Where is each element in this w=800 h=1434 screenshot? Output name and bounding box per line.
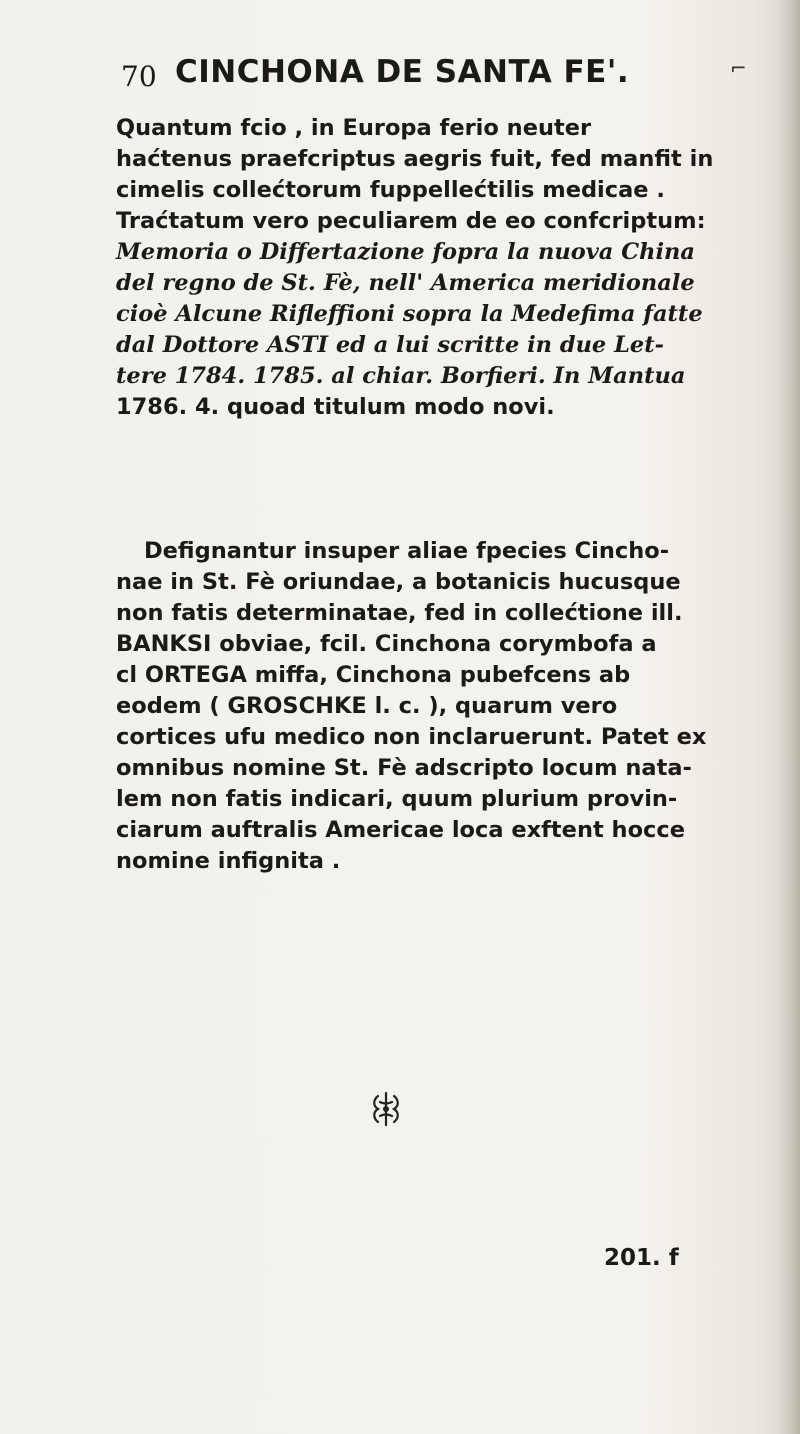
p2-line: cortices ufu medico non inclaruerunt. Patet ex	[116, 724, 707, 750]
page-number: 70	[121, 60, 157, 93]
p2-line: non fatis determinatae, fed in collećtione ill.	[116, 600, 683, 626]
p2-line: nae in St. Fè oriundae, a botanicis hucusque	[116, 569, 681, 595]
p2-line: lem non fatis indicari, quum plurium provin-	[116, 786, 678, 812]
p1-line-italic: del regno de St. Fè, nell' America meridionale	[116, 270, 695, 296]
p1-line-italic: dal Dottore ASTI ed a lui scritte in due Let-	[116, 332, 664, 358]
corner-mark: ⌐	[730, 56, 747, 80]
p2-line: Defignantur insuper aliae fpecies Cincho-	[144, 538, 670, 564]
p2-line: BANKSI obviae, fcil. Cinchona corymbofa a	[116, 631, 657, 657]
catchword: 201. f	[604, 1245, 679, 1271]
page-header	[0, 52, 800, 102]
paragraph-1	[116, 113, 730, 423]
p2-line: ciarum auftralis Americae loca exftent hocce	[116, 817, 685, 843]
p1-line: haćtenus praefcriptus aegris fuit, fed manfit in	[116, 146, 714, 172]
p1-line: Traćtatum vero peculiarem de eo confcriptum:	[116, 208, 706, 234]
p1-line-italic: tere 1784. 1785. al chiar. Borfieri. In Mantua	[116, 363, 686, 389]
p1-line: 1786. 4. quoad titulum modo novi.	[116, 394, 555, 420]
running-head: CINCHONA DE SANTA FE'.	[175, 54, 630, 90]
p2-line: nomine infignita .	[116, 848, 341, 874]
p1-line: Quantum fcio , in Europa ferio neuter	[116, 115, 592, 141]
paragraph-2	[116, 536, 730, 877]
p1-line: cimelis collećtorum fuppellećtilis medicae .	[116, 177, 665, 203]
page-gutter-shadow	[778, 0, 800, 1434]
p2-line: omnibus nomine St. Fè adscripto locum nata-	[116, 755, 692, 781]
fleuron-ornament-icon	[370, 1090, 402, 1128]
p1-line-italic: cioè Alcune Rifleffioni sopra la Medefima fatte	[116, 301, 703, 327]
p1-line-italic: Memoria o Differtazione fopra la nuova China	[116, 239, 695, 265]
p2-line: cl ORTEGA miffa, Cinchona pubefcens ab	[116, 662, 631, 688]
p2-line: eodem ( GROSCHKE l. c. ), quarum vero	[116, 693, 618, 719]
